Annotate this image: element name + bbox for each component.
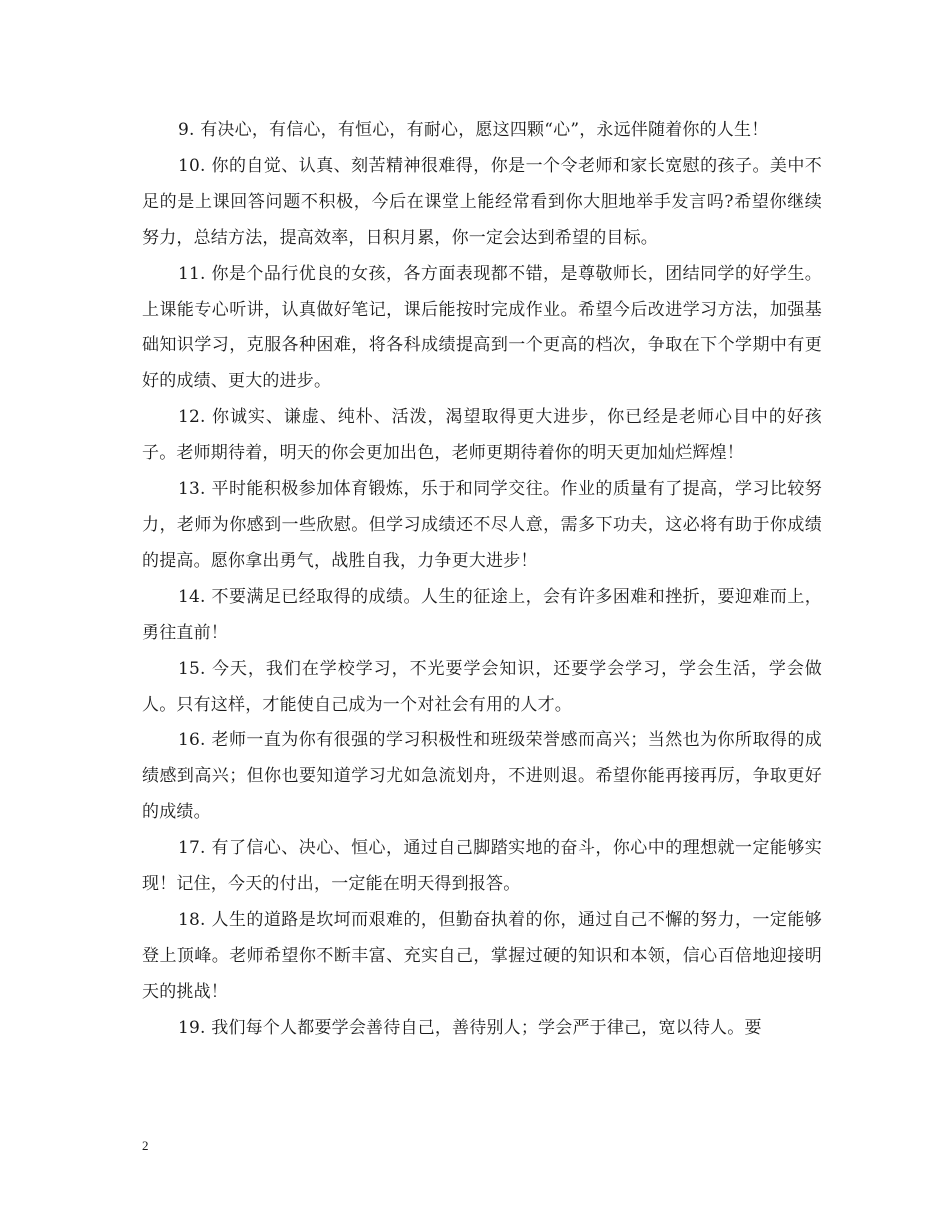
paragraph-19: 19. 我们每个人都要学会善待自己，善待别人；学会严于律己，宽以待人。要	[178, 1017, 762, 1038]
paragraph-17: 17. 有了信心、决心、恒心，通过自己脚踏实地的奋斗，你心中的理想就一定能够实现！记住，今天的付出，一定能在明天得到报答。	[142, 838, 822, 895]
document-body	[142, 113, 822, 1047]
page-number: 2	[142, 1138, 149, 1153]
paragraph-18: 18. 人生的道路是坎坷而艰难的，但勤奋执着的你，通过自己不懈的努力，一定能够登上顶峰。老师希望你不断丰富、充实自己，掌握过硬的知识和本领，信心百倍地迎接明天的挑战！	[142, 909, 822, 1002]
paragraph-9: 9. 有决心，有信心，有恒心，有耐心，愿这四颗“心”，永远伴随着你的人生！	[178, 120, 769, 140]
paragraph-16: 16. 老师一直为你有很强的学习积极性和班级荣誉感而高兴；当然也为你所取得的成绩感到高兴；但你也要知道学习尤如急流划舟，不进则退。希望你能再接再厉，争取更好的成绩。	[142, 730, 822, 823]
paragraph-14: 14. 不要满足已经取得的成绩。人生的征途上，会有许多困难和挫折，要迎难而上，勇往直前！	[142, 586, 822, 643]
paragraph-10: 10. 你的自觉、认真、刻苦精神很难得，你是一个令老师和家长宽慰的孩子。美中不足的是上课回答问题不积极，今后在课堂上能经常看到你大胆地举手发言吗?希望你继续努力，总结方法，提高效率，日积月累，你一定会达到希望的目标。	[142, 155, 822, 248]
paragraph-15: 15. 今天，我们在学校学习，不光要学会知识，还要学会学习，学会生活，学会做人。只有这样，才能使自己成为一个对社会有用的人才。	[142, 658, 822, 715]
paragraph-12: 12. 你诚实、谦虚、纯朴、活泼，渴望取得更大进步，你已经是老师心目中的好孩子。老师期待着，明天的你会更加出色，老师更期待着你的明天更加灿烂辉煌！	[142, 407, 822, 464]
paragraph-13: 13. 平时能积极参加体育锻炼，乐于和同学交往。作业的质量有了提高，学习比较努力，老师为你感到一些欣慰。但学习成绩还不尽人意，需多下功夫，这必将有助于你成绩的提高。愿你拿出勇气，战胜自我，力争更大进步！	[142, 479, 822, 571]
paragraph-11: 11. 你是个品行优良的女孩，各方面表现都不错，是尊敬师长，团结同学的好学生。上课能专心听讲，认真做好笔记，课后能按时完成作业。希望今后改进学习方法，加强基础知识学习，克服各种困难，将各科成绩提高到一个更高的档次，争取在下个学期中有更好的成绩、更大的进步。	[142, 263, 822, 392]
